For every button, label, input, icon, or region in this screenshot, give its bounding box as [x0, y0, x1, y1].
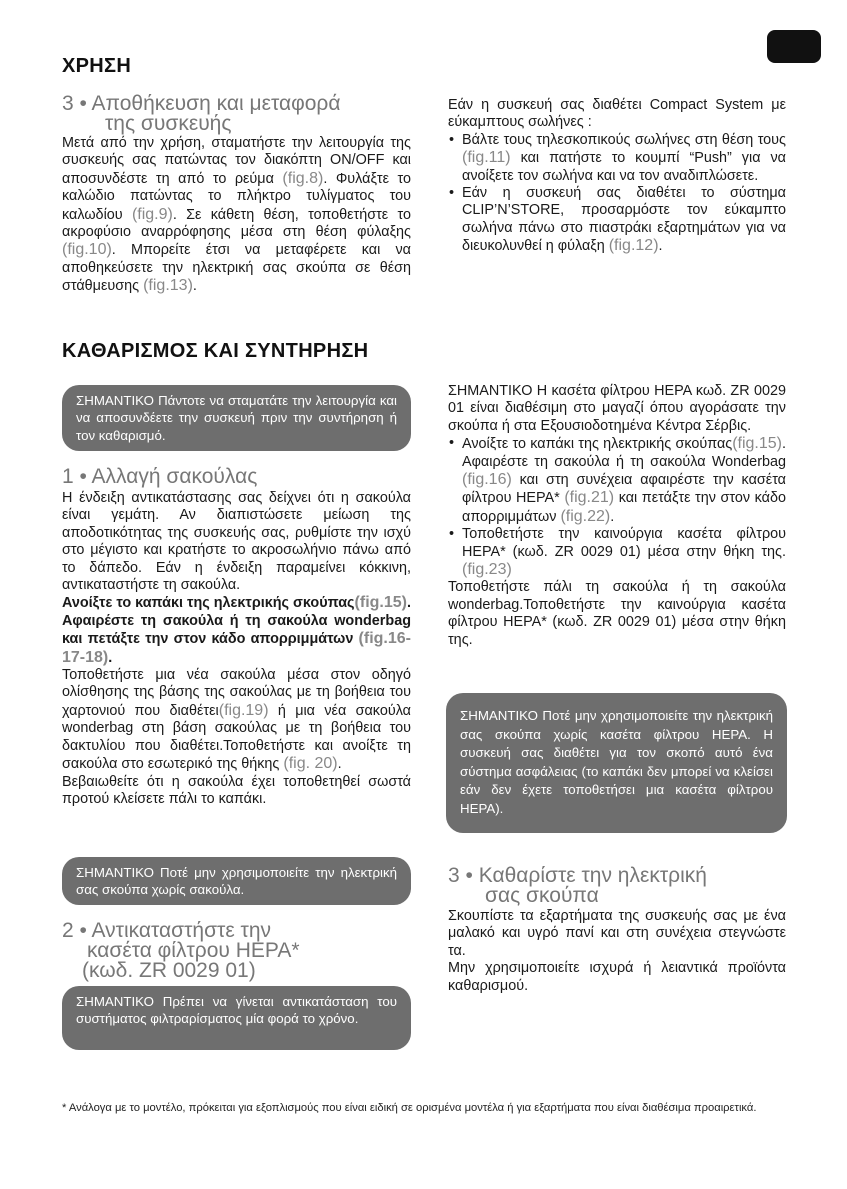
- text-run: .: [108, 649, 113, 666]
- heading-line: της συσκευής: [105, 112, 232, 135]
- text-run: Μετά από την χρήση, σταματήστε την λειτουργία της συσκευής σας πατώντας τον διακόπτη ON/OFF και αποσυνδέστε τη από το ρεύμα: [62, 135, 411, 187]
- figure-reference: (fig.9): [131, 205, 173, 223]
- paragraph: [448, 579, 786, 649]
- storage-paragraph: [62, 135, 411, 296]
- heading-hepa: [62, 921, 411, 981]
- heading-line: (κωδ. ZR 0029 01): [82, 959, 256, 982]
- notice-unplug: ΣΗΜΑΝΤΙΚΟ Πάντοτε να σταματάτε την λειτουργία και να αποσυνδέετε την συσκευή πριν την συντήρηση ή τον καθαρισμό.: [62, 385, 411, 451]
- figure-reference: (fig.21): [564, 489, 615, 507]
- heading-line: 3 • Αποθήκευση και μεταφορά: [62, 92, 341, 115]
- figure-reference: (fig.13): [143, 277, 193, 295]
- text-run: Εάν η συσκευή σας διαθέτει το σύστημα CLIP’N’STORE, προσαρμόστε τον εύκαμπτο σωλήνα πάνω στο πιαστράκι εξαρτημάτων για να διευκολυνθεί η φύλαξη: [462, 185, 786, 255]
- text-run: Βεβαιωθείτε ότι η σακούλα έχει τοποθετηθεί σωστά προτού κλείσετε πάλι το καπάκι.: [62, 773, 411, 807]
- figure-reference: (fig.10): [62, 241, 112, 259]
- text-run: και στη συνέχεια αφαιρέστε την κασέτα φίλτρου HEPA*: [462, 472, 786, 507]
- text-run: . Αφαιρέστε τη σακούλα ή τη σακούλα Wonderbag: [462, 436, 786, 470]
- text-run: Εάν η συσκευή σας διαθέτει Compact System με εύκαμπτους σωλήνες :: [448, 97, 786, 131]
- paragraph: [448, 97, 786, 132]
- figure-reference: (fig. 20): [283, 755, 338, 773]
- section-title-usage: ΧΡΗΣΗ: [62, 55, 132, 77]
- paragraph: [448, 185, 786, 256]
- figure-reference: (fig.16-17-18): [62, 630, 411, 666]
- heading-line: σας σκούπα: [485, 884, 599, 907]
- text-run: . Σε κάθετη θέση, τοποθετήστε το ακροφύσιο αναρρόφησης μέσα στη θέση φύλαξης: [62, 206, 411, 241]
- heading-storage: [62, 94, 411, 134]
- paragraph: [62, 774, 411, 809]
- figure-reference: (fig.12): [608, 237, 659, 255]
- figure-reference: (fig.11): [462, 149, 511, 167]
- paragraph: [62, 594, 411, 667]
- paragraph: [448, 435, 786, 526]
- text-run: .: [337, 756, 342, 773]
- text-run: .: [610, 508, 615, 525]
- heading-bag: 1 • Αλλαγή σακούλας: [62, 465, 258, 488]
- text-run: Τοποθετήστε την καινούργια κασέτα φίλτρου HEPA* (κωδ. ZR 0029 01) μέσα στην θήκη της.: [462, 526, 786, 560]
- text-run: Μην χρησιμοποιείτε ισχυρά ή λειαντικά προϊόντα καθαρισμού.: [448, 960, 786, 994]
- section-title-cleaning: ΚΑΘΑΡΙΣΜΟΣ ΚΑΙ ΣΥΝΤΗΡΗΣΗ: [62, 340, 369, 362]
- figure-reference: (fig.15): [732, 435, 782, 453]
- text-run: Ανοίξτε το καπάκι της ηλεκτρικής σκούπας: [62, 595, 355, 612]
- paragraph: [448, 132, 786, 185]
- figure-reference: (fig.16): [462, 471, 512, 489]
- text-run: Βάλτε τους τηλεσκοπικούς σωλήνες στη θέση τους: [462, 131, 786, 148]
- text-run: και πατήστε το κουμπί “Push” για να ανοίξετε τον σωλήνα και να τον αναδιπλώσετε.: [462, 150, 786, 184]
- compact-system-block: [448, 97, 786, 256]
- text-run: .: [192, 278, 197, 295]
- text-run: ΣΗΜΑΝΤΙΚΟ Η κασέτα φίλτρου HEPA κωδ. ZR 0029 01 είναι διαθέσιμη στο μαγαζί όπου αγοράσατε την σκούπα ή στα Εξουσιοδοτημένα Κέντρα Σέρβις.: [448, 383, 786, 434]
- text-run: ή μια νέα σακούλα wonderbag στη βάση σακούλας με τη βοήθεια του δακτυλίου που διαθέτει.Τοποθετήστε και ανοίξτε τη σακούλα στο εσωτερικό της θήκης: [62, 702, 411, 773]
- figure-reference: (fig.19): [218, 701, 269, 719]
- figure-reference: (fig.15): [354, 594, 407, 612]
- text-run: . Φυλάξτε το καλώδιο πατώντας το πλήκτρο τυλίγματος του καλωδίου: [62, 170, 412, 223]
- hepa-instructions: [448, 383, 786, 649]
- text-run: Τοποθετήστε πάλι τη σακούλα ή τη σακούλα wonderbag.Τοποθετήστε την καινούργια κασέτα φίλτρου HEPA* (κωδ. ZR 0029 01) μέσα στην θήκη της.: [448, 579, 786, 648]
- heading-line: 3 • Καθαρίστε την ηλεκτρική: [448, 864, 707, 887]
- heading-line: 2 • Αντικαταστήστε την: [62, 919, 272, 942]
- notice-no-bag: ΣΗΜΑΝΤΙΚΟ Ποτέ μην χρησιμοποιείτε την ηλεκτρική σας σκούπα χωρίς σακούλα.: [62, 857, 411, 905]
- text-run: Ανοίξτε το καπάκι της ηλεκτρικής σκούπας: [462, 436, 733, 453]
- notice-yearly: ΣΗΜΑΝΤΙΚΟ Πρέπει να γίνεται αντικατάσταση του συστήματος φιλτραρίσματος μία φορά το χρόνο.: [62, 986, 411, 1050]
- notice-no-hepa: ΣΗΜΑΝΤΙΚΟ Ποτέ μην χρησιμοποιείτε την ηλεκτρική σας σκούπα χωρίς κασέτα φίλτρου HEPA. Η συσκευή σας διαθέτει για τον σκοπό αυτό ένα σύστημα ασφάλειας (το καπάκι δεν μπορεί να κλείσει εάν δεν έχετε τοποθετήσει μια κασέτα φίλτρου HEPA).: [446, 693, 787, 833]
- figure-reference: (fig.23): [462, 561, 512, 579]
- text-run: Τοποθετήστε μια νέα σακούλα μέσα στον οδηγό ολίσθησης της βάσης της σακούλας με τη βοήθεια του χαρτονιού που διαθέτει: [62, 667, 411, 719]
- bag-instructions: [62, 490, 411, 808]
- text-run: . Μπορείτε έτσι να μεταφέρετε και να αποθηκεύσετε την ηλεκτρική σας σκούπα σε θέση στάθμευσης: [62, 242, 411, 295]
- heading-line: κασέτα φίλτρου HEPA*: [87, 939, 300, 962]
- paragraph: [448, 526, 786, 579]
- figure-reference: (fig.8): [282, 169, 324, 187]
- heading-clean: [448, 866, 786, 906]
- text-run: . Αφαιρέστε τη σακούλα ή τη σακούλα wonderbag και πετάξτε την στον κάδο απορριμμάτων: [62, 595, 411, 648]
- footnote: * Ανάλογα με το μοντέλο, πρόκειται για εξοπλισμούς που είναι ειδική σε ορισμένα μοντέλα ή για εξαρτήματα που είναι διαθέσιμα προαιρετικά.: [62, 1102, 757, 1114]
- text-run: Η ένδειξη αντικατάστασης σας δείχνει ότι η σακούλα είναι γεμάτη. Αν διαπιστώσετε μείωση της αποδοτικότητας της συσκευής σας, ρυθμίστε την ισχύ στο μέγιστο και κρατήστε το ακροσωλήνιο πάνω από το δάπεδο. Εάν η ένδειξη παραμείνει κόκκινη, αντικαταστήστε τη σακούλα.: [62, 490, 411, 594]
- paragraph: [448, 908, 786, 960]
- language-tab-marker: [767, 30, 821, 63]
- text-run: .: [658, 238, 663, 255]
- figure-reference: (fig.22): [560, 507, 611, 525]
- clean-instructions: [448, 908, 786, 995]
- paragraph: [62, 667, 411, 773]
- text-run: και πετάξτε την στον κάδο απορριμμάτων: [462, 490, 786, 525]
- text-run: Σκουπίστε τα εξαρτήματα της συσκευής σας με ένα μαλακό και υγρό πανί και στη συνέχεια στεγνώστε τα.: [448, 908, 786, 959]
- paragraph: [448, 960, 786, 995]
- paragraph: [62, 490, 411, 594]
- paragraph: [448, 383, 786, 435]
- paragraph: [62, 135, 411, 296]
